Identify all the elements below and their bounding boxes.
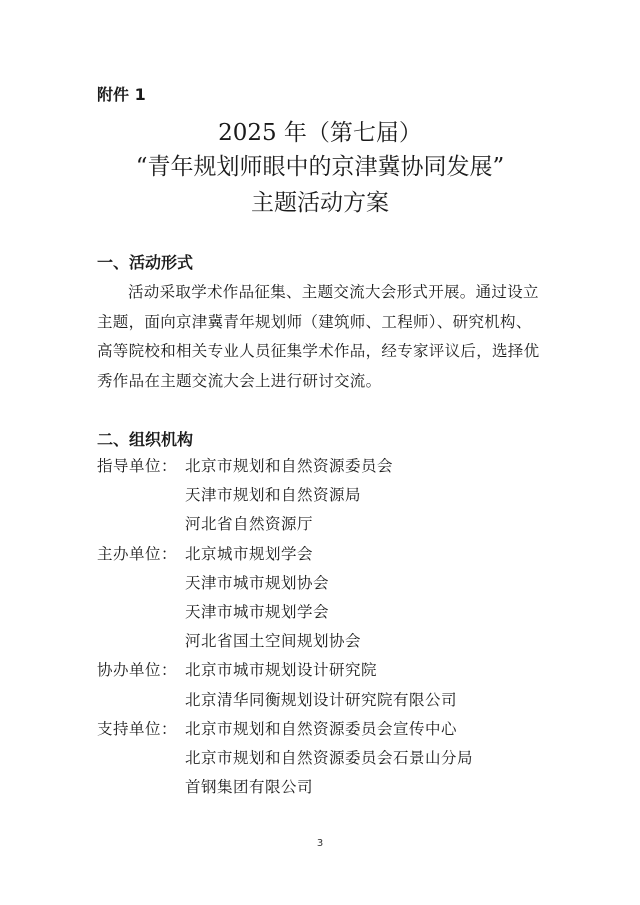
org-row	[97, 773, 557, 802]
org-item: 天津市城市规划协会	[185, 573, 330, 592]
org-row	[97, 569, 557, 598]
org-item: 北京清华同衡规划设计研究院有限公司	[185, 690, 458, 709]
org-group-label: 支持单位：	[97, 719, 178, 738]
title-line-2: “青年规划师眼中的京津冀协同发展”	[135, 154, 505, 180]
org-group-label: 协办单位：	[97, 661, 178, 680]
attachment-label: 附件 1	[97, 85, 146, 104]
org-item: 北京市规划和自然资源委员会	[185, 457, 394, 475]
org-row	[97, 744, 557, 773]
title-line-3: 主题活动方案	[251, 190, 389, 216]
section-1-heading: 一、活动形式	[97, 253, 194, 272]
org-item: 北京市城市规划设计研究院	[185, 661, 378, 680]
section-2-heading: 二、组织机构	[97, 430, 194, 449]
org-row	[97, 598, 557, 627]
org-row	[97, 686, 557, 715]
organization-list	[97, 452, 557, 802]
org-row	[97, 540, 557, 569]
org-row	[97, 627, 557, 656]
org-item: 北京城市规划学会	[185, 544, 314, 563]
org-item: 北京市规划和自然资源委员会宣传中心	[185, 719, 458, 738]
org-row	[97, 656, 557, 685]
org-row	[97, 481, 557, 510]
page-number: 3	[316, 838, 324, 849]
org-group-label: 主办单位：	[97, 544, 178, 563]
org-item: 河北省自然资源厅	[185, 515, 314, 534]
org-item: 天津市城市规划学会	[185, 602, 330, 621]
org-row	[97, 452, 557, 481]
org-item: 天津市规划和自然资源局	[185, 486, 362, 505]
org-row	[97, 715, 557, 744]
org-row	[97, 510, 557, 539]
org-item: 北京市规划和自然资源委员会石景山分局	[185, 748, 474, 767]
title-line-1: 2025 年（第七届）	[218, 120, 422, 146]
org-item: 河北省国土空间规划协会	[185, 632, 362, 651]
section-1-paragraph: 活动采取学术作品征集、主题交流大会形式开展。通过设立主题，面向京津冀青年规划师（建筑师、工程师）、研究机构、高等院校和相关专业人员征集学术作品，经专家评议后，选择优秀作品在主题交流大会上进行研讨交流。	[97, 283, 540, 390]
org-group-label: 指导单位：	[97, 457, 178, 475]
org-item: 首钢集团有限公司	[185, 778, 314, 797]
